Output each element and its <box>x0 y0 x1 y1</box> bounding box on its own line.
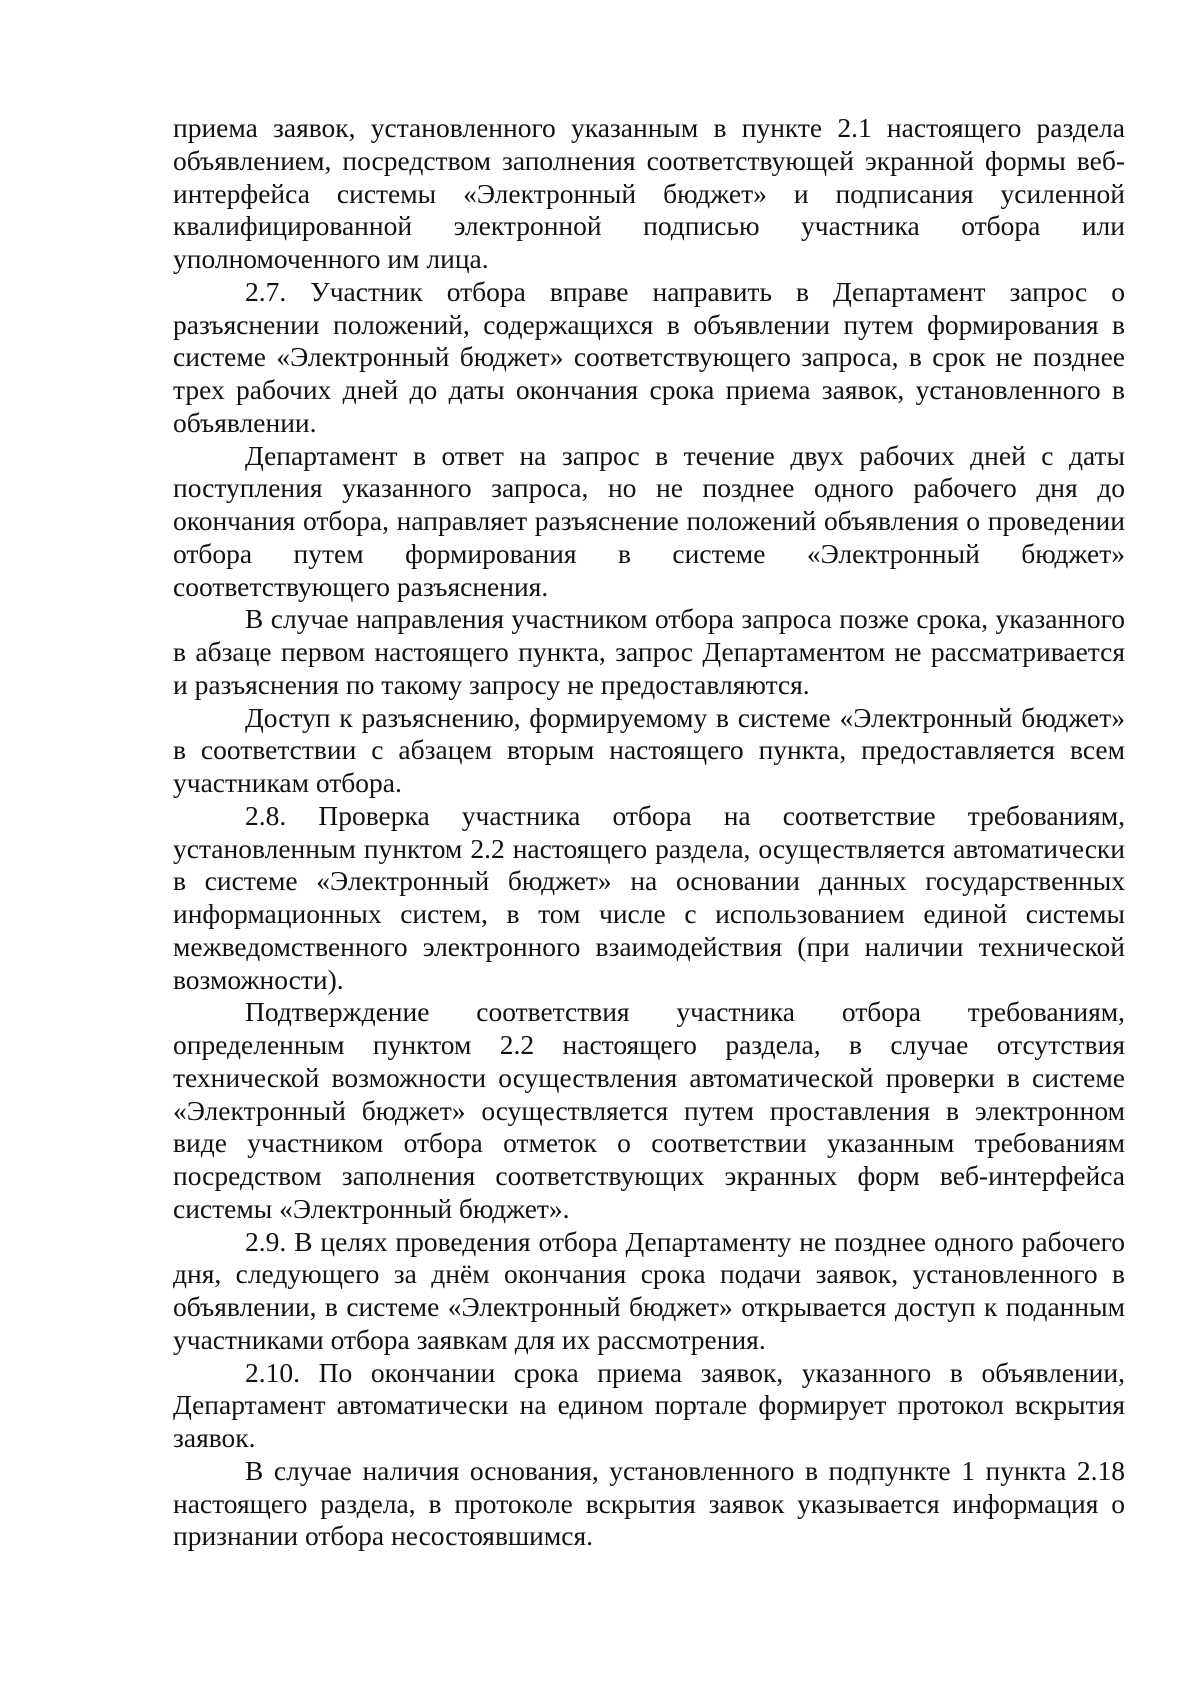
paragraph-2-8: 2.8. Проверка участника отбора на соответствие требованиям, установленным пунктом 2.2 настоящего раздела, осуществляется автоматически в системе «Электронный бюджет» на основании данных государственных информационных систем, в том числе с использованием единой системы межведомственного электронного взаимодействия (при наличии технической возможности). <box>173 799 1125 995</box>
paragraph-continuation: приема заявок, установленного указанным в пункте 2.1 настоящего раздела объявлением, посредством заполнения соответствующей экранной формы веб-интерфейса системы «Электронный бюджет» и подписания усиленной квалифицированной электронной подписью участника отбора или уполномоченного им лица. <box>173 112 1125 274</box>
paragraph-failed-selection: В случае наличия основания, установленного в подпункте 1 пункта 2.18 настоящего раздела, в протоколе вскрытия заявок указывается информация о признании отбора несостоявшимся. <box>173 1454 1125 1552</box>
paragraph-2-10: 2.10. По окончании срока приема заявок, указанного в объявлении, Департамент автоматически на едином портале формирует протокол вскрытия заявок. <box>173 1356 1125 1453</box>
paragraph-2-7: 2.7. Участник отбора вправе направить в Департамент запрос о разъяснении положений, содержащихся в объявлении путем формирования в системе «Электронный бюджет» соответствующего запроса, в срок не позднее трех рабочих дней до даты окончания срока приема заявок, установленного в объявлении. <box>173 275 1125 438</box>
paragraph-department-answer: Департамент в ответ на запрос в течение двух рабочих дней с даты поступления указанного запроса, но не позднее одного рабочего дня до окончания отбора, направляет разъяснение положений объявления о проведении отбора путем формирования в системе «Электронный бюджет» соответствующего разъяснения. <box>173 439 1125 602</box>
paragraph-access-clarification: Доступ к разъяснению, формируемому в системе «Электронный бюджет» в соответствии с абзацем вторым настоящего пункта, предоставляется всем участникам отбора. <box>173 701 1125 798</box>
document-page <box>173 112 1125 1553</box>
paragraph-2-9: 2.9. В целях проведения отбора Департаменту не позднее одного рабочего дня, следующего за днём окончания срока подачи заявок, установленного в объявлении, в системе «Электронный бюджет» открывается доступ к поданным участниками отбора заявкам для их рассмотрения. <box>173 1225 1125 1355</box>
paragraph-late-request: В случае направления участником отбора запроса позже срока, указанного в абзаце первом настоящего пункта, запрос Департаментом не рассматривается и разъяснения по такому запросу не предоставляются. <box>173 603 1125 700</box>
paragraph-confirmation: Подтверждение соответствия участника отбора требованиям, определенным пунктом 2.2 настоящего раздела, в случае отсутствия технической возможности осуществления автоматической проверки в системе «Электронный бюджет» осуществляется путем проставления в электронном виде участником отбора отметок о соответствии указанным требованиям посредством заполнения соответствующих экранных форм веб-интерфейса системы «Электронный бюджет». <box>173 996 1125 1224</box>
